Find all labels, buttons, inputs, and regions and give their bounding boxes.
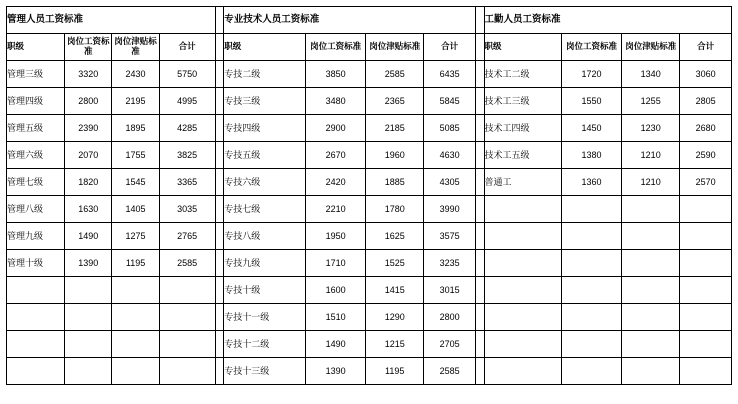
cell-total: 5085 [424, 115, 476, 142]
cell-post-salary: 1390 [65, 250, 112, 277]
empty-cell [680, 196, 732, 223]
empty-cell-bordered [159, 304, 215, 331]
column-gap [215, 250, 224, 277]
table-row [7, 61, 732, 88]
empty-cell [680, 358, 732, 385]
cell-post-salary: 1600 [305, 277, 365, 304]
cell-total: 3990 [424, 196, 476, 223]
empty-cell [622, 223, 680, 250]
column-gap [475, 358, 484, 385]
empty-cell [622, 250, 680, 277]
cell-total: 3365 [159, 169, 215, 196]
column-gap [215, 169, 224, 196]
cell-rank: 管理五级 [7, 115, 65, 142]
salary-standard-table [6, 6, 732, 385]
cell-post-allowance: 2365 [366, 88, 424, 115]
column-gap [475, 277, 484, 304]
cell-rank: 管理十级 [7, 250, 65, 277]
empty-cell [680, 250, 732, 277]
cell-post-allowance: 1195 [112, 250, 159, 277]
table-row [7, 331, 732, 358]
table-row [7, 250, 732, 277]
empty-cell [484, 277, 561, 304]
header-management-post-salary: 岗位工资标准 [65, 34, 112, 61]
cell-post-allowance: 1275 [112, 223, 159, 250]
cell-post-salary: 2420 [305, 169, 365, 196]
column-gap [215, 61, 224, 88]
cell-rank: 管理九级 [7, 223, 65, 250]
cell-post-salary: 1820 [65, 169, 112, 196]
column-gap [215, 358, 224, 385]
empty-cell [484, 196, 561, 223]
cell-post-allowance: 1625 [366, 223, 424, 250]
cell-rank: 管理七级 [7, 169, 65, 196]
empty-cell [561, 331, 621, 358]
column-gap [215, 115, 224, 142]
cell-rank: 专技六级 [224, 169, 306, 196]
cell-post-allowance: 1885 [366, 169, 424, 196]
cell-total: 3825 [159, 142, 215, 169]
cell-rank: 管理三级 [7, 61, 65, 88]
empty-cell [484, 331, 561, 358]
column-gap [215, 223, 224, 250]
column-gap [215, 277, 224, 304]
column-gap [215, 331, 224, 358]
empty-cell-bordered [112, 304, 159, 331]
cell-post-salary: 1510 [305, 304, 365, 331]
cell-total: 4305 [424, 169, 476, 196]
cell-rank: 管理八级 [7, 196, 65, 223]
cell-post-salary: 1710 [305, 250, 365, 277]
cell-post-allowance: 1290 [366, 304, 424, 331]
column-gap [475, 304, 484, 331]
cell-post-allowance: 1545 [112, 169, 159, 196]
column-gap [215, 304, 224, 331]
cell-post-salary: 1630 [65, 196, 112, 223]
cell-rank: 专技十三级 [224, 358, 306, 385]
cell-rank: 专技十二级 [224, 331, 306, 358]
empty-cell [561, 223, 621, 250]
cell-post-salary: 3320 [65, 61, 112, 88]
column-gap [475, 34, 484, 61]
header-worker-post-salary: 岗位工资标准 [561, 34, 621, 61]
cell-post-allowance: 1340 [622, 61, 680, 88]
table-row [7, 115, 732, 142]
empty-cell-bordered [7, 277, 65, 304]
empty-cell [561, 196, 621, 223]
empty-cell [680, 331, 732, 358]
column-gap [475, 169, 484, 196]
column-gap [475, 7, 484, 34]
empty-cell [484, 250, 561, 277]
column-gap [475, 223, 484, 250]
cell-post-salary: 1950 [305, 223, 365, 250]
cell-rank: 专技九级 [224, 250, 306, 277]
cell-total: 2805 [680, 88, 732, 115]
empty-cell-bordered [65, 277, 112, 304]
cell-post-salary: 1490 [65, 223, 112, 250]
cell-rank: 专技三级 [224, 88, 306, 115]
cell-post-allowance: 1210 [622, 169, 680, 196]
cell-rank: 管理六级 [7, 142, 65, 169]
cell-total: 5845 [424, 88, 476, 115]
empty-cell [680, 277, 732, 304]
cell-total: 3235 [424, 250, 476, 277]
column-gap [215, 34, 224, 61]
cell-post-salary: 2210 [305, 196, 365, 223]
empty-cell [622, 277, 680, 304]
cell-rank: 专技十一级 [224, 304, 306, 331]
section-title-worker: 工勤人员工资标准 [484, 7, 732, 34]
empty-cell-bordered [112, 358, 159, 385]
column-gap [215, 142, 224, 169]
cell-rank: 技术工五级 [484, 142, 561, 169]
cell-post-allowance: 1415 [366, 277, 424, 304]
cell-rank: 技术工二级 [484, 61, 561, 88]
empty-cell-bordered [65, 358, 112, 385]
column-gap [475, 61, 484, 88]
cell-post-allowance: 2185 [366, 115, 424, 142]
empty-cell [561, 304, 621, 331]
cell-post-allowance: 1215 [366, 331, 424, 358]
empty-cell [622, 331, 680, 358]
header-professional-total: 合计 [424, 34, 476, 61]
empty-cell [622, 358, 680, 385]
column-header-row [7, 34, 732, 61]
column-gap [215, 196, 224, 223]
cell-rank: 普通工 [484, 169, 561, 196]
cell-post-allowance: 2195 [112, 88, 159, 115]
table-row [7, 358, 732, 385]
cell-post-salary: 2900 [305, 115, 365, 142]
table-row [7, 223, 732, 250]
header-professional-post-salary: 岗位工资标准 [305, 34, 365, 61]
cell-post-salary: 2390 [65, 115, 112, 142]
table-row [7, 169, 732, 196]
cell-rank: 专技五级 [224, 142, 306, 169]
table-row [7, 88, 732, 115]
header-worker-rank: 职级 [484, 34, 561, 61]
cell-post-salary: 2670 [305, 142, 365, 169]
cell-post-allowance: 1405 [112, 196, 159, 223]
table-row [7, 304, 732, 331]
cell-post-salary: 3850 [305, 61, 365, 88]
empty-cell-bordered [65, 304, 112, 331]
cell-post-salary: 1550 [561, 88, 621, 115]
cell-rank: 专技八级 [224, 223, 306, 250]
column-gap [475, 115, 484, 142]
header-professional-rank: 职级 [224, 34, 306, 61]
cell-rank: 专技七级 [224, 196, 306, 223]
cell-post-allowance: 1895 [112, 115, 159, 142]
cell-total: 3060 [680, 61, 732, 88]
cell-rank: 专技四级 [224, 115, 306, 142]
cell-post-salary: 2070 [65, 142, 112, 169]
cell-rank: 技术工四级 [484, 115, 561, 142]
column-gap [475, 250, 484, 277]
header-worker-post-allowance: 岗位津贴标准 [622, 34, 680, 61]
section-title-management: 管理人员工资标准 [7, 7, 216, 34]
empty-cell-bordered [7, 358, 65, 385]
column-gap [215, 88, 224, 115]
cell-rank: 专技十级 [224, 277, 306, 304]
header-management-total: 合计 [159, 34, 215, 61]
cell-post-salary: 1720 [561, 61, 621, 88]
cell-total: 4995 [159, 88, 215, 115]
empty-cell-bordered [159, 331, 215, 358]
cell-total: 3575 [424, 223, 476, 250]
cell-post-allowance: 2430 [112, 61, 159, 88]
table-row [7, 277, 732, 304]
empty-cell [484, 304, 561, 331]
cell-rank: 管理四级 [7, 88, 65, 115]
column-gap [475, 142, 484, 169]
header-management-post-allowance: 岗位津贴标准 [112, 34, 159, 61]
column-gap [475, 196, 484, 223]
cell-post-salary: 3480 [305, 88, 365, 115]
cell-post-salary: 2800 [65, 88, 112, 115]
cell-total: 2585 [159, 250, 215, 277]
cell-total: 3015 [424, 277, 476, 304]
empty-cell [622, 304, 680, 331]
cell-post-allowance: 1255 [622, 88, 680, 115]
section-titles-row [7, 7, 732, 34]
cell-total: 4630 [424, 142, 476, 169]
cell-total: 2800 [424, 304, 476, 331]
column-gap [475, 331, 484, 358]
cell-post-allowance: 1780 [366, 196, 424, 223]
header-worker-total: 合计 [680, 34, 732, 61]
header-professional-post-allowance: 岗位津贴标准 [366, 34, 424, 61]
column-gap [215, 7, 224, 34]
empty-cell-bordered [7, 304, 65, 331]
table-row [7, 196, 732, 223]
cell-rank: 技术工三级 [484, 88, 561, 115]
cell-post-salary: 1380 [561, 142, 621, 169]
cell-total: 2570 [680, 169, 732, 196]
empty-cell-bordered [159, 277, 215, 304]
cell-post-salary: 1490 [305, 331, 365, 358]
cell-post-salary: 1360 [561, 169, 621, 196]
empty-cell [484, 358, 561, 385]
cell-post-allowance: 1195 [366, 358, 424, 385]
cell-total: 2765 [159, 223, 215, 250]
cell-rank: 专技二级 [224, 61, 306, 88]
column-gap [475, 88, 484, 115]
cell-post-allowance: 1755 [112, 142, 159, 169]
empty-cell [484, 223, 561, 250]
empty-cell-bordered [7, 331, 65, 358]
empty-cell-bordered [112, 331, 159, 358]
cell-post-allowance: 1960 [366, 142, 424, 169]
empty-cell-bordered [65, 331, 112, 358]
cell-total: 4285 [159, 115, 215, 142]
cell-post-allowance: 1230 [622, 115, 680, 142]
cell-total: 6435 [424, 61, 476, 88]
cell-total: 2705 [424, 331, 476, 358]
empty-cell-bordered [112, 277, 159, 304]
cell-total: 2590 [680, 142, 732, 169]
empty-cell [622, 196, 680, 223]
table-row [7, 142, 732, 169]
empty-cell [561, 277, 621, 304]
cell-post-allowance: 1525 [366, 250, 424, 277]
cell-post-salary: 1390 [305, 358, 365, 385]
cell-post-salary: 1450 [561, 115, 621, 142]
section-title-professional: 专业技术人员工资标准 [224, 7, 476, 34]
cell-post-allowance: 2585 [366, 61, 424, 88]
empty-cell [680, 223, 732, 250]
empty-cell [561, 358, 621, 385]
cell-total: 3035 [159, 196, 215, 223]
empty-cell [561, 250, 621, 277]
cell-total: 5750 [159, 61, 215, 88]
header-management-rank: 职级 [7, 34, 65, 61]
cell-post-allowance: 1210 [622, 142, 680, 169]
cell-total: 2585 [424, 358, 476, 385]
cell-total: 2680 [680, 115, 732, 142]
empty-cell [680, 304, 732, 331]
empty-cell-bordered [159, 358, 215, 385]
